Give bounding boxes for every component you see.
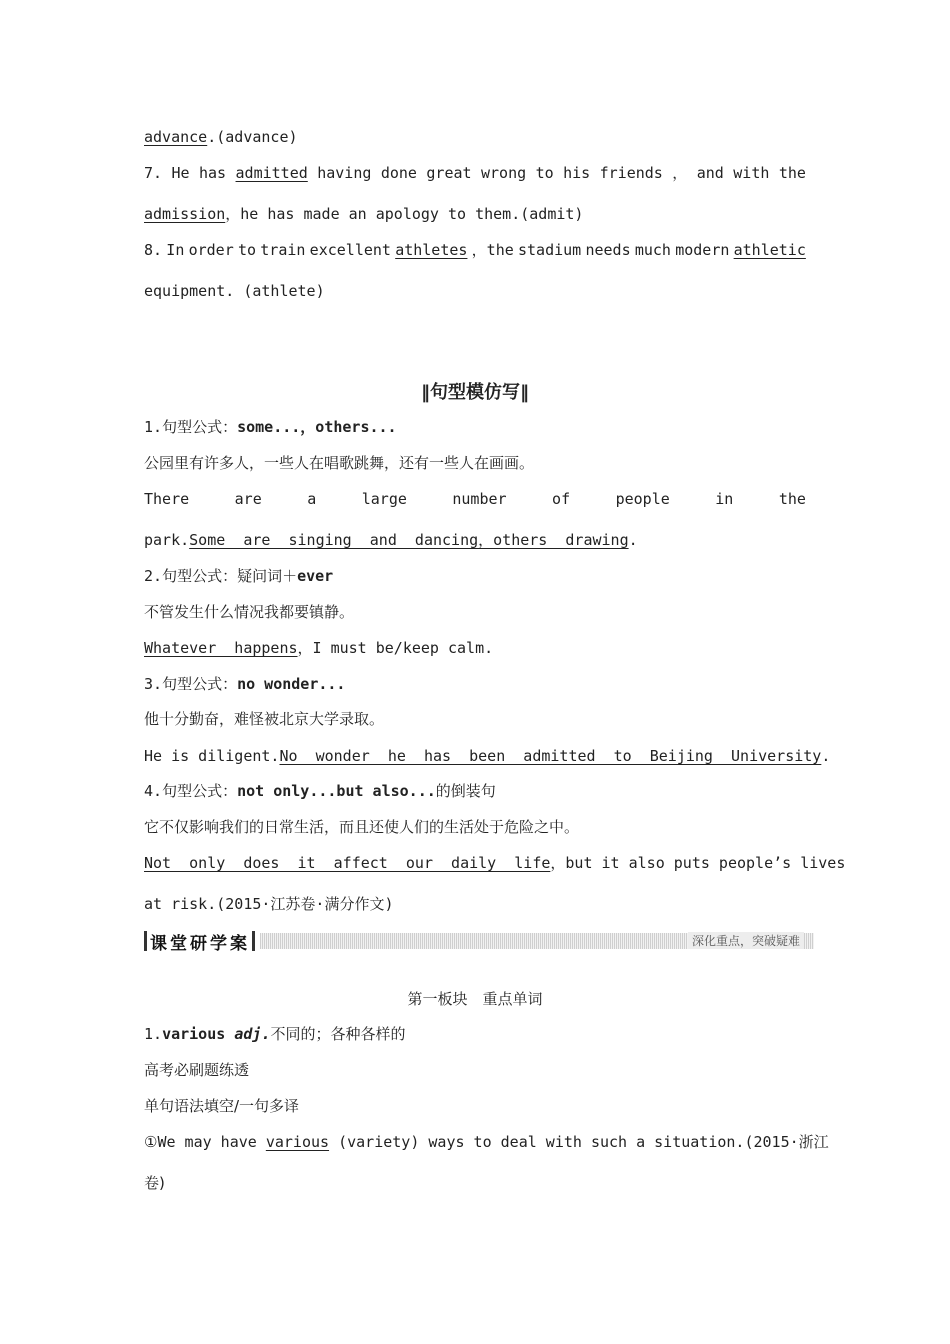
chinese-sentence-4: 它不仅影响我们的日常生活，而且还使人们的生活处于危险之中。 bbox=[144, 818, 580, 836]
word: 8. bbox=[144, 241, 163, 259]
exercise-prefix: ①We may have bbox=[144, 1133, 257, 1151]
answer-sentence-3: No wonder he has been admitted to Beijing University bbox=[279, 747, 822, 765]
answer-sentence-2: Whatever happens bbox=[144, 639, 298, 657]
subheading-practice: 高考必刷题练透 bbox=[144, 1061, 250, 1079]
banner-bar-left bbox=[144, 931, 147, 951]
word: friends bbox=[599, 164, 663, 182]
word: a bbox=[307, 490, 317, 508]
word: to bbox=[535, 164, 554, 182]
formula-1 bbox=[144, 417, 806, 437]
word: people bbox=[615, 490, 670, 508]
answer-various: various bbox=[265, 1133, 330, 1151]
word: needs bbox=[585, 241, 631, 259]
formula-text-cn: 疑问词＋ bbox=[237, 567, 298, 585]
formula-tail: 的倒装句 bbox=[435, 782, 496, 800]
sentence-suffix: ，I must be/keep calm. bbox=[297, 639, 494, 657]
word: modern bbox=[675, 241, 730, 259]
word: excellent bbox=[309, 241, 391, 259]
word: with bbox=[733, 164, 770, 182]
chinese-sentence-3: 他十分勤奋，难怪被北京大学录取。 bbox=[144, 710, 385, 728]
answer-sentence-1: Some are singing and dancing，others drawing bbox=[189, 531, 629, 549]
formula-number: 1. bbox=[144, 418, 163, 436]
formula-label: 句型公式： bbox=[162, 567, 238, 585]
formula-2 bbox=[144, 566, 806, 586]
word-meaning: 不同的；各种各样的 bbox=[270, 1025, 406, 1043]
word: stadium bbox=[518, 241, 582, 259]
word: the bbox=[778, 164, 806, 182]
exercise-rest: (variety) ways to deal with such a situation.(2015·浙江 bbox=[338, 1133, 829, 1151]
word-entry-various bbox=[144, 1024, 806, 1044]
word-number: 1. bbox=[144, 1025, 163, 1043]
part-of-speech: adj. bbox=[234, 1025, 271, 1043]
vocab-item-7-line1 bbox=[144, 163, 806, 183]
sentence-suffix: ，but it also puts people’s lives bbox=[550, 854, 846, 872]
chinese-sentence-2: 不管发生什么情况我都要镇静。 bbox=[144, 603, 355, 621]
word: has bbox=[199, 164, 227, 182]
english-sentence-2 bbox=[144, 638, 806, 658]
formula-number: 3. bbox=[144, 675, 163, 693]
answer-admission: admission bbox=[144, 205, 226, 223]
word: done bbox=[380, 164, 417, 182]
formula-number: 4. bbox=[144, 782, 163, 800]
answer-sentence-4: Not only does it affect our daily life bbox=[144, 854, 551, 872]
word: train bbox=[260, 241, 306, 259]
word: number bbox=[452, 490, 507, 508]
word: his bbox=[563, 164, 591, 182]
english-sentence-4-line1 bbox=[144, 853, 846, 873]
vocab-item-8-line1 bbox=[144, 240, 806, 260]
sentence-prefix: park. bbox=[144, 531, 190, 549]
sentence-prefix: He is diligent. bbox=[144, 747, 280, 765]
section-banner bbox=[144, 929, 814, 953]
word: the bbox=[778, 490, 806, 508]
word: to bbox=[237, 241, 257, 259]
word: are bbox=[234, 490, 262, 508]
formula-text: no wonder... bbox=[237, 675, 346, 693]
word: great bbox=[426, 164, 472, 182]
section-title-sentence-imitation: ‖句型模仿写‖ bbox=[421, 382, 529, 403]
word: He bbox=[171, 164, 190, 182]
word: ，the bbox=[471, 241, 514, 259]
word: in bbox=[715, 490, 734, 508]
headword: various bbox=[162, 1025, 226, 1043]
word: wrong bbox=[481, 164, 527, 182]
banner-left bbox=[144, 929, 258, 953]
word: There bbox=[144, 490, 190, 508]
answer-athletic: athletic bbox=[733, 241, 806, 259]
banner-title: 课堂研学案 bbox=[150, 933, 250, 954]
item-7-rest: ，he has made an apology to them.(admit) bbox=[225, 205, 584, 223]
english-sentence-1-line2 bbox=[144, 530, 806, 550]
sentence-suffix: . bbox=[628, 531, 638, 549]
english-sentence-3 bbox=[144, 746, 831, 766]
formula-text: ever bbox=[297, 567, 334, 585]
banner-bar-right bbox=[252, 931, 255, 951]
sentence-suffix: . bbox=[821, 747, 831, 765]
block-title: 第一板块 重点单词 bbox=[407, 990, 543, 1008]
vocab-item-8-line2: equipment. (athlete) bbox=[144, 282, 325, 300]
word: large bbox=[361, 490, 407, 508]
hint-advance: .(advance) bbox=[207, 128, 298, 146]
chinese-sentence-1: 公园里有许多人，一些人在唱歌跳舞，还有一些人在画画。 bbox=[144, 454, 535, 472]
vocab-item-7-line2 bbox=[144, 204, 806, 224]
word: 7. bbox=[144, 164, 163, 182]
word: having bbox=[317, 164, 372, 182]
formula-label: 句型公式： bbox=[162, 418, 238, 436]
word: order bbox=[188, 241, 234, 259]
exercise-1-line2: 卷) bbox=[144, 1174, 165, 1192]
word: In bbox=[166, 241, 185, 259]
english-sentence-4-line2: at risk.(2015·江苏卷·满分作文) bbox=[144, 895, 394, 913]
word: ， bbox=[672, 164, 688, 182]
word: much bbox=[634, 241, 671, 259]
vocab-line-advance bbox=[144, 127, 806, 147]
formula-text: some...，others... bbox=[237, 418, 397, 436]
answer-athletes: athletes bbox=[395, 241, 468, 259]
formula-number: 2. bbox=[144, 567, 163, 585]
english-sentence-1-line1 bbox=[144, 489, 806, 509]
exercise-1-line1 bbox=[144, 1132, 829, 1152]
formula-label: 句型公式： bbox=[162, 782, 238, 800]
banner-subtitle: 深化重点，突破疑难 bbox=[688, 932, 804, 949]
word: and bbox=[696, 164, 724, 182]
answer-advance: advance bbox=[144, 128, 208, 146]
word: of bbox=[552, 490, 571, 508]
formula-4 bbox=[144, 781, 806, 801]
answer-admitted: admitted bbox=[235, 164, 308, 182]
formula-text: not only...but also... bbox=[237, 782, 436, 800]
formula-3 bbox=[144, 674, 806, 694]
formula-label: 句型公式： bbox=[162, 675, 238, 693]
subheading-exercise-type: 单句语法填空/一句多译 bbox=[144, 1097, 300, 1115]
